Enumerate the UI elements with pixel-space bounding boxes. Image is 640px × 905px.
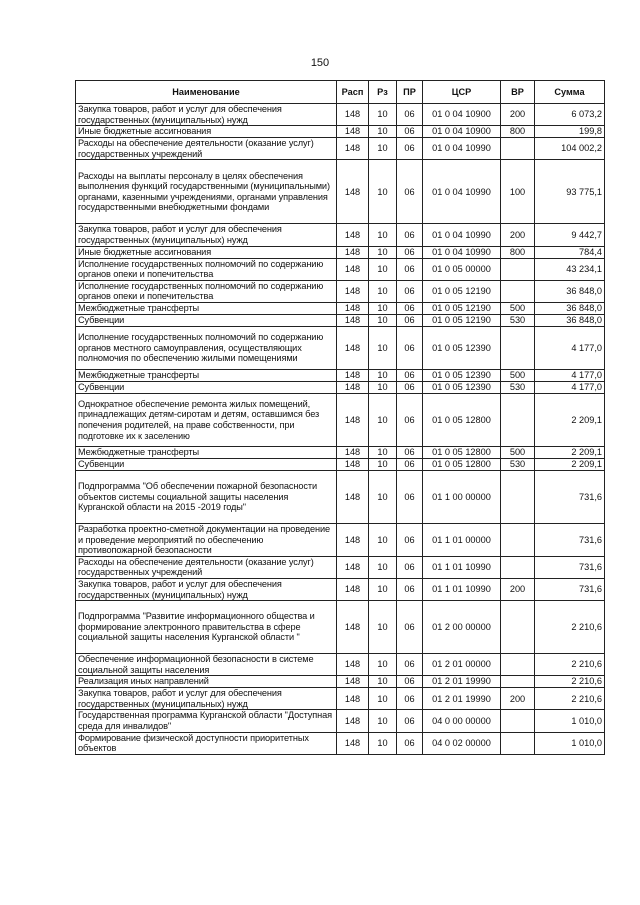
cell-sum: 4 177,0 <box>535 326 605 369</box>
cell-rz: 10 <box>369 326 397 369</box>
cell-name: Реализация иных направлений <box>76 676 337 688</box>
cell-name: Расходы на обеспечение деятельности (оказание услуг) государственных учреждений <box>76 138 337 160</box>
cell-vr: 800 <box>501 126 535 138</box>
cell-rasp: 148 <box>337 369 369 381</box>
cell-csr: 01 0 04 10990 <box>423 138 501 160</box>
cell-pr: 06 <box>397 458 423 470</box>
cell-csr: 01 2 01 19990 <box>423 676 501 688</box>
cell-rasp: 148 <box>337 523 369 556</box>
cell-csr: 01 1 01 10990 <box>423 578 501 600</box>
cell-sum: 36 848,0 <box>535 280 605 302</box>
cell-vr <box>501 138 535 160</box>
cell-vr <box>501 556 535 578</box>
col-header-name: Наименование <box>76 81 337 104</box>
cell-rasp: 148 <box>337 470 369 523</box>
cell-rz: 10 <box>369 224 397 246</box>
table-row <box>76 688 605 710</box>
cell-csr: 01 0 05 00000 <box>423 258 501 280</box>
cell-sum: 104 002,2 <box>535 138 605 160</box>
cell-rasp: 148 <box>337 381 369 393</box>
cell-csr: 01 2 01 19990 <box>423 688 501 710</box>
cell-name: Иные бюджетные ассигнования <box>76 126 337 138</box>
cell-pr: 06 <box>397 280 423 302</box>
cell-rasp: 148 <box>337 710 369 732</box>
table-row <box>76 523 605 556</box>
cell-name: Расходы на обеспечение деятельности (оказание услуг) государственных учреждений <box>76 556 337 578</box>
cell-vr <box>501 654 535 676</box>
cell-rz: 10 <box>369 126 397 138</box>
cell-rz: 10 <box>369 369 397 381</box>
cell-vr: 800 <box>501 246 535 258</box>
cell-sum: 4 177,0 <box>535 369 605 381</box>
cell-csr: 01 0 05 12190 <box>423 280 501 302</box>
cell-vr <box>501 710 535 732</box>
col-header-csr: ЦСР <box>423 81 501 104</box>
table-row <box>76 732 605 754</box>
cell-rz: 10 <box>369 470 397 523</box>
cell-pr: 06 <box>397 446 423 458</box>
table-row <box>76 556 605 578</box>
cell-rz: 10 <box>369 446 397 458</box>
cell-csr: 01 0 04 10990 <box>423 246 501 258</box>
cell-rasp: 148 <box>337 160 369 224</box>
cell-sum: 199,8 <box>535 126 605 138</box>
table-header-row <box>76 81 605 104</box>
table-row <box>76 381 605 393</box>
cell-csr: 04 0 02 00000 <box>423 732 501 754</box>
cell-pr: 06 <box>397 654 423 676</box>
cell-vr: 530 <box>501 381 535 393</box>
cell-pr: 06 <box>397 556 423 578</box>
cell-csr: 01 2 01 00000 <box>423 654 501 676</box>
cell-pr: 06 <box>397 326 423 369</box>
table-row <box>76 676 605 688</box>
cell-rz: 10 <box>369 246 397 258</box>
cell-rz: 10 <box>369 104 397 126</box>
cell-rz: 10 <box>369 138 397 160</box>
cell-rasp: 148 <box>337 314 369 326</box>
cell-vr: 530 <box>501 314 535 326</box>
col-header-vr: ВР <box>501 81 535 104</box>
table-row <box>76 246 605 258</box>
cell-rasp: 148 <box>337 732 369 754</box>
cell-rasp: 148 <box>337 138 369 160</box>
cell-sum: 2 209,1 <box>535 446 605 458</box>
cell-sum: 784,4 <box>535 246 605 258</box>
cell-name: Обеспечение информационной безопасности в системе социальной защиты населения <box>76 654 337 676</box>
cell-vr <box>501 676 535 688</box>
cell-rasp: 148 <box>337 446 369 458</box>
table-row <box>76 138 605 160</box>
table-row <box>76 302 605 314</box>
table-row <box>76 578 605 600</box>
cell-pr: 06 <box>397 302 423 314</box>
cell-sum: 1 010,0 <box>535 732 605 754</box>
cell-pr: 06 <box>397 258 423 280</box>
cell-pr: 06 <box>397 126 423 138</box>
cell-vr: 200 <box>501 104 535 126</box>
cell-rasp: 148 <box>337 393 369 446</box>
cell-vr: 200 <box>501 224 535 246</box>
cell-csr: 01 0 05 12800 <box>423 446 501 458</box>
col-header-rz: Рз <box>369 81 397 104</box>
cell-rasp: 148 <box>337 676 369 688</box>
cell-sum: 731,6 <box>535 578 605 600</box>
cell-name: Исполнение государственных полномочий по содержанию органов опеки и попечительства <box>76 258 337 280</box>
cell-rz: 10 <box>369 381 397 393</box>
cell-rasp: 148 <box>337 104 369 126</box>
cell-name: Однократное обеспечение ремонта жилых помещений, принадлежащих детям-сиротам и детям, оставшимся без попечения родителей, на праве собственности, при подготовке их к заселению <box>76 393 337 446</box>
cell-vr <box>501 523 535 556</box>
table-row <box>76 654 605 676</box>
cell-name: Формирование физической доступности приоритетных объектов <box>76 732 337 754</box>
cell-sum: 731,6 <box>535 556 605 578</box>
col-header-sum: Сумма <box>535 81 605 104</box>
cell-pr: 06 <box>397 104 423 126</box>
budget-table <box>75 80 605 755</box>
cell-rasp: 148 <box>337 246 369 258</box>
cell-csr: 01 0 04 10900 <box>423 104 501 126</box>
cell-name: Подпрограмма "Развитие информационного общества и формирование электронного правительства в сфере социальной защиты населения Курганской области " <box>76 601 337 654</box>
cell-sum: 93 775,1 <box>535 160 605 224</box>
cell-rasp: 148 <box>337 126 369 138</box>
cell-csr: 01 0 05 12800 <box>423 458 501 470</box>
cell-sum: 2 210,6 <box>535 688 605 710</box>
cell-rz: 10 <box>369 654 397 676</box>
table-row <box>76 446 605 458</box>
cell-name: Исполнение государственных полномочий по содержанию органов местного самоуправления, осуществляющих полномочия по обеспечению жилыми помещениями <box>76 326 337 369</box>
cell-vr <box>501 280 535 302</box>
cell-name: Межбюджетные трансферты <box>76 302 337 314</box>
cell-csr: 04 0 00 00000 <box>423 710 501 732</box>
cell-csr: 01 0 05 12190 <box>423 302 501 314</box>
table-row <box>76 710 605 732</box>
cell-name: Подпрограмма "Об обеспечении пожарной безопасности объектов системы социальной защиты населения Курганской области на 2015 -2019 годы" <box>76 470 337 523</box>
page-number: 150 <box>310 57 330 69</box>
cell-name: Субвенции <box>76 381 337 393</box>
cell-csr: 01 0 05 12190 <box>423 314 501 326</box>
cell-csr: 01 0 05 12390 <box>423 326 501 369</box>
cell-rasp: 148 <box>337 601 369 654</box>
cell-vr: 200 <box>501 578 535 600</box>
cell-rz: 10 <box>369 302 397 314</box>
table-row <box>76 258 605 280</box>
cell-rz: 10 <box>369 688 397 710</box>
cell-vr <box>501 326 535 369</box>
cell-vr <box>501 393 535 446</box>
cell-pr: 06 <box>397 688 423 710</box>
cell-rz: 10 <box>369 676 397 688</box>
cell-name: Субвенции <box>76 458 337 470</box>
cell-csr: 01 1 01 00000 <box>423 523 501 556</box>
cell-name: Закупка товаров, работ и услуг для обеспечения государственных (муниципальных) нужд <box>76 224 337 246</box>
cell-sum: 4 177,0 <box>535 381 605 393</box>
cell-vr: 100 <box>501 160 535 224</box>
cell-sum: 36 848,0 <box>535 302 605 314</box>
cell-rasp: 148 <box>337 578 369 600</box>
table-row <box>76 369 605 381</box>
cell-csr: 01 0 04 10990 <box>423 160 501 224</box>
cell-pr: 06 <box>397 246 423 258</box>
cell-name: Разработка проектно-сметной документации на проведение и проведение мероприятий по обеспечению противопожарной безопасности <box>76 523 337 556</box>
cell-name: Межбюджетные трансферты <box>76 369 337 381</box>
cell-vr: 200 <box>501 688 535 710</box>
cell-csr: 01 0 04 10900 <box>423 126 501 138</box>
cell-rasp: 148 <box>337 302 369 314</box>
table-row <box>76 104 605 126</box>
cell-pr: 06 <box>397 138 423 160</box>
table-row <box>76 126 605 138</box>
table-row <box>76 160 605 224</box>
cell-name: Государственная программа Курганской области "Доступная среда для инвалидов" <box>76 710 337 732</box>
cell-csr: 01 0 05 12390 <box>423 369 501 381</box>
cell-vr <box>501 601 535 654</box>
table-row <box>76 458 605 470</box>
cell-sum: 2 210,6 <box>535 676 605 688</box>
cell-rasp: 148 <box>337 556 369 578</box>
cell-name: Исполнение государственных полномочий по содержанию органов опеки и попечительства <box>76 280 337 302</box>
cell-csr: 01 1 00 00000 <box>423 470 501 523</box>
cell-pr: 06 <box>397 393 423 446</box>
cell-csr: 01 0 05 12390 <box>423 381 501 393</box>
cell-rasp: 148 <box>337 458 369 470</box>
cell-rz: 10 <box>369 280 397 302</box>
cell-sum: 9 442,7 <box>535 224 605 246</box>
cell-sum: 1 010,0 <box>535 710 605 732</box>
cell-vr <box>501 258 535 280</box>
cell-vr: 500 <box>501 369 535 381</box>
cell-csr: 01 0 05 12800 <box>423 393 501 446</box>
cell-rz: 10 <box>369 556 397 578</box>
cell-vr: 500 <box>501 446 535 458</box>
cell-pr: 06 <box>397 224 423 246</box>
cell-rz: 10 <box>369 458 397 470</box>
cell-pr: 06 <box>397 732 423 754</box>
cell-rasp: 148 <box>337 654 369 676</box>
cell-name: Закупка товаров, работ и услуг для обеспечения государственных (муниципальных) нужд <box>76 688 337 710</box>
table-row <box>76 601 605 654</box>
cell-sum: 6 073,2 <box>535 104 605 126</box>
cell-rz: 10 <box>369 258 397 280</box>
col-header-rasp: Расп <box>337 81 369 104</box>
cell-sum: 731,6 <box>535 470 605 523</box>
cell-rz: 10 <box>369 393 397 446</box>
cell-rz: 10 <box>369 160 397 224</box>
cell-vr: 530 <box>501 458 535 470</box>
cell-rasp: 148 <box>337 280 369 302</box>
cell-sum: 2 209,1 <box>535 458 605 470</box>
table-row <box>76 470 605 523</box>
cell-rz: 10 <box>369 314 397 326</box>
cell-pr: 06 <box>397 369 423 381</box>
table-row <box>76 280 605 302</box>
cell-name: Межбюджетные трансферты <box>76 446 337 458</box>
cell-sum: 36 848,0 <box>535 314 605 326</box>
cell-pr: 06 <box>397 676 423 688</box>
cell-sum: 2 210,6 <box>535 654 605 676</box>
cell-sum: 43 234,1 <box>535 258 605 280</box>
cell-pr: 06 <box>397 523 423 556</box>
col-header-pr: ПР <box>397 81 423 104</box>
cell-name: Закупка товаров, работ и услуг для обеспечения государственных (муниципальных) нужд <box>76 578 337 600</box>
cell-csr: 01 1 01 10990 <box>423 556 501 578</box>
cell-pr: 06 <box>397 470 423 523</box>
cell-rz: 10 <box>369 523 397 556</box>
table-row <box>76 326 605 369</box>
cell-rasp: 148 <box>337 224 369 246</box>
cell-pr: 06 <box>397 710 423 732</box>
cell-pr: 06 <box>397 160 423 224</box>
cell-pr: 06 <box>397 314 423 326</box>
cell-name: Субвенции <box>76 314 337 326</box>
table-row <box>76 224 605 246</box>
cell-name: Расходы на выплаты персоналу в целях обеспечения выполнения функций государственными (муниципальными) органами, казенными учреждениями, органами управления государственными внебюджетными фондами <box>76 160 337 224</box>
cell-csr: 01 0 04 10990 <box>423 224 501 246</box>
cell-rz: 10 <box>369 710 397 732</box>
cell-rz: 10 <box>369 732 397 754</box>
table-row <box>76 314 605 326</box>
cell-vr <box>501 470 535 523</box>
cell-vr <box>501 732 535 754</box>
cell-rz: 10 <box>369 578 397 600</box>
cell-rz: 10 <box>369 601 397 654</box>
cell-pr: 06 <box>397 381 423 393</box>
cell-sum: 2 209,1 <box>535 393 605 446</box>
cell-vr: 500 <box>501 302 535 314</box>
cell-name: Иные бюджетные ассигнования <box>76 246 337 258</box>
cell-pr: 06 <box>397 578 423 600</box>
table-row <box>76 393 605 446</box>
cell-pr: 06 <box>397 601 423 654</box>
cell-csr: 01 2 00 00000 <box>423 601 501 654</box>
cell-name: Закупка товаров, работ и услуг для обеспечения государственных (муниципальных) нужд <box>76 104 337 126</box>
cell-rasp: 148 <box>337 688 369 710</box>
cell-sum: 731,6 <box>535 523 605 556</box>
cell-rasp: 148 <box>337 326 369 369</box>
cell-sum: 2 210,6 <box>535 601 605 654</box>
cell-rasp: 148 <box>337 258 369 280</box>
